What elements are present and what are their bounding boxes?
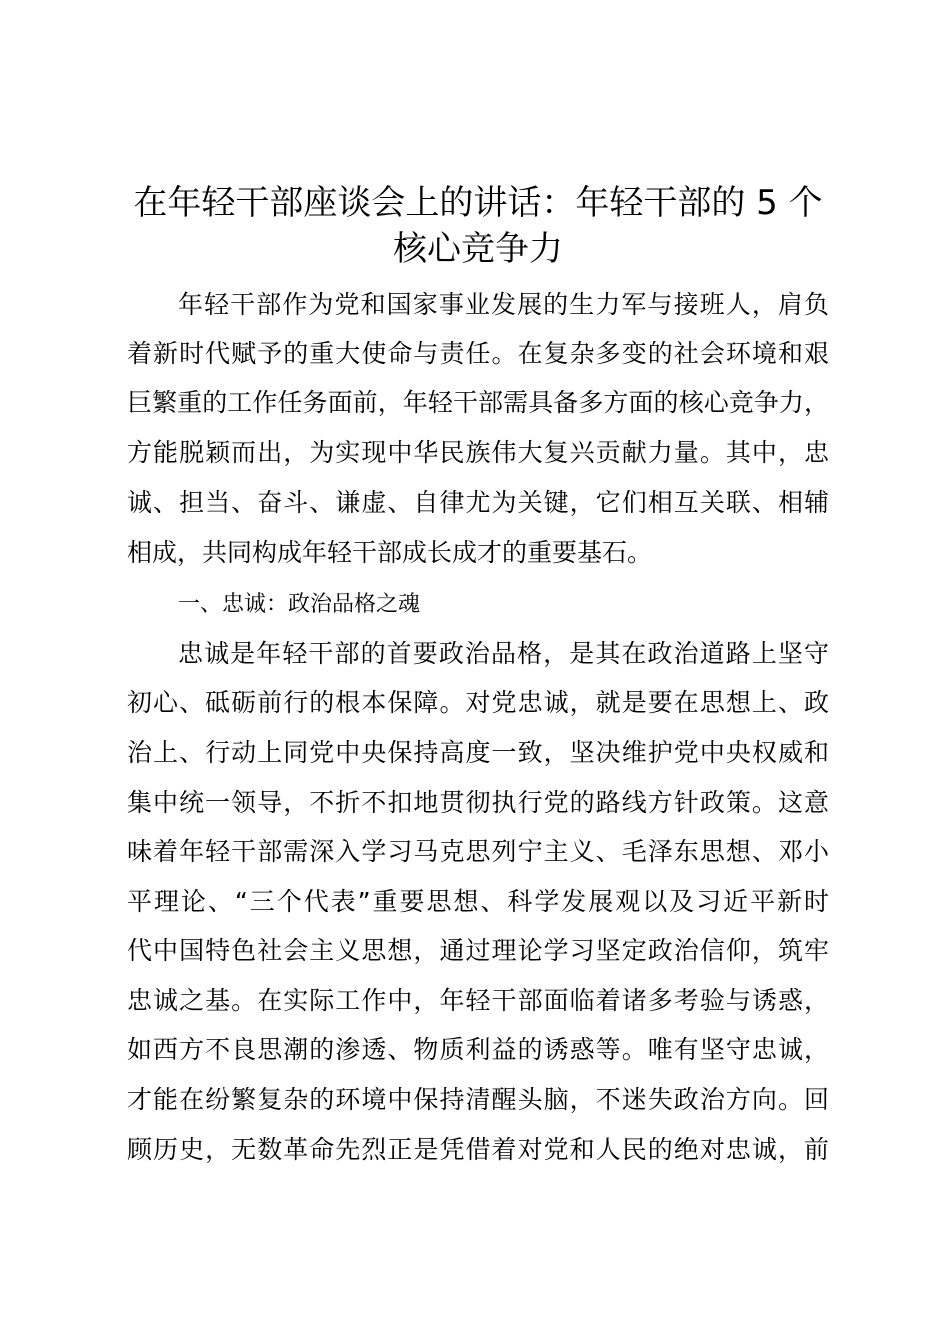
body-line: 集中统一领导，不折不扣地贯彻执行党的路线方针政策。这意: [127, 788, 829, 817]
title-line-1: 在年轻干部座谈会上的讲话：年轻干部的 5 个: [133, 183, 823, 223]
body-line: 代中国特色社会主义思想，通过理论学习坚定政治信仰，筑牢: [127, 936, 829, 965]
intro-line: 方能脱颖而出，为实现中华民族伟大复兴贡献力量。其中，忠: [127, 438, 829, 467]
body-line: 初心、砥砺前行的根本保障。对党忠诚，就是要在思想上、政: [127, 688, 829, 717]
body-line: 顾历史，无数革命先烈正是凭借着对党和人民的绝对忠诚，前: [127, 1135, 829, 1164]
body-line: 才能在纷繁复杂的环境中保持清醒头脑，不迷失政治方向。回: [127, 1085, 829, 1114]
intro-line: 巨繁重的工作任务面前，年轻干部需具备多方面的核心竞争力，: [127, 388, 829, 417]
document-title: [120, 180, 836, 272]
title-line-2: 核心竞争力: [393, 229, 563, 269]
body-line: 平理论、“三个代表”重要思想、科学发展观以及习近平新时: [127, 887, 829, 916]
section-heading: 一、忠诚：政治品格之魂: [178, 592, 421, 617]
intro-line: 着新时代赋予的重大使命与责任。在复杂多变的社会环境和艰: [127, 339, 829, 368]
intro-line: 相成，共同构成年轻干部成长成才的重要基石。: [127, 538, 653, 567]
body-line: 如西方不良思潮的渗透、物质利益的诱惑等。唯有坚守忠诚，: [127, 1035, 829, 1064]
body-line: 忠诚是年轻干部的首要政治品格，是其在政治道路上坚守: [178, 639, 829, 668]
body-line: 味着年轻干部需深入学习马克思列宁主义、毛泽东思想、邓小: [127, 837, 829, 866]
body-line: 治上、行动上同党中央保持高度一致，坚决维护党中央权威和: [127, 738, 829, 767]
intro-line: 诚、担当、奋斗、谦虚、自律尤为关键，它们相互关联、相辅: [127, 488, 829, 517]
intro-line: 年轻干部作为党和国家事业发展的生力军与接班人，肩负: [178, 290, 829, 319]
body-line: 忠诚之基。在实际工作中，年轻干部面临着诸多考验与诱惑，: [127, 986, 829, 1015]
